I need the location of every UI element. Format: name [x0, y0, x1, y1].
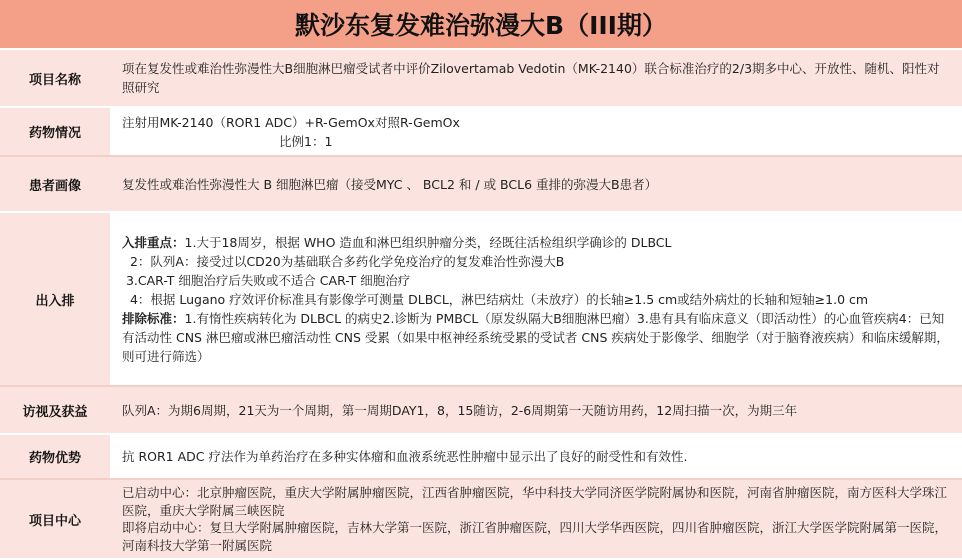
exclusion-title: 排除标准：	[122, 310, 185, 326]
drug-advantage-text: 抗 ROR1 ADC 疗法作为单药治疗在多种实体瘤和血液系统恶性肿瘤中显示出了良好的耐受性和有效性.	[122, 449, 688, 464]
inclusion-item-3: 3.CAR-T 细胞治疗后失败或不适合 CAR-T 细胞治疗	[122, 272, 411, 288]
row-content	[110, 50, 962, 106]
row-content	[110, 213, 962, 385]
upcoming-centers-text: 即将启动中心：复旦大学附属肿瘤医院，吉林大学第一医院，浙江省肿瘤医院，四川大学华西医院，四川省肿瘤医院，浙江大学医学院附属第一医院，河南科技大学第一附属医院	[122, 520, 948, 553]
row-label: 项目名称	[28, 72, 81, 88]
row-visits-benefits	[0, 387, 962, 435]
row-content	[110, 480, 962, 558]
row-patient-profile	[0, 157, 962, 213]
patient-profile-text: 复发性或难治性弥漫性大 B 细胞淋巴瘤（接受MYC 、 BCL2 和 / 或 BCL6 重排的弥漫大B患者）	[122, 176, 658, 192]
inclusion-line-1	[122, 233, 952, 252]
inclusion-title: 入排重点：	[122, 234, 185, 250]
row-content	[110, 108, 962, 155]
row-content	[110, 435, 962, 478]
row-label: 访视及获益	[22, 404, 88, 420]
row-label: 项目中心	[28, 513, 81, 529]
inclusion-item-2: 2：队列A：接受过以CD20为基础联合多药化学免疫治疗的复发难治性弥漫大B	[122, 253, 565, 269]
row-label: 出入排	[0, 213, 110, 385]
row-label: 患者画像	[28, 178, 81, 194]
drug-ratio-text: 比例1：1	[279, 133, 333, 149]
inclusion-item-1: 1.大于18周岁，根据 WHO 造血和淋巴组织肿瘤分类，经既往活检组织学确诊的 DLBCL	[184, 234, 672, 250]
drug-regimen-text: 注射用MK-2140（ROR1 ADC）+R-GemOx对照R-GemOx	[122, 114, 460, 130]
row-project-centers	[0, 480, 962, 558]
sheet-title: 默沙东复发难治弥漫大B（III期）	[0, 0, 962, 50]
row-label: 药物优势	[0, 435, 110, 478]
exclusion-block	[122, 309, 952, 366]
inclusion-item-4: 4：根据 Lugano 疗效评价标准具有影像学可测量 DLBCL，淋巴结病灶（未放疗）的长轴≥1.5 cm或结外病灶的长轴和短轴≥1.0 cm	[122, 291, 869, 307]
row-inclusion-exclusion	[0, 213, 962, 387]
exclusion-text: 1.有惰性疾病转化为 DLBCL 的病史2.诊断为 PMBCL（原发纵隔大B细胞淋巴瘤）3.患有具有临床意义（即活动性）的心血管疾病4：已知有活动性 CNS 淋巴瘤或淋巴瘤活动性 CNS 受累（如果中枢神经系统受累的受试者 CNS 疾病处于影像学、细胞学（对于脑脊液疾病）和临床缓解期，则可进行筛选）	[122, 310, 949, 364]
row-drug-info	[0, 108, 962, 157]
row-content	[110, 387, 962, 433]
row-content	[110, 157, 962, 211]
project-name-text: 项在复发性或难治性弥漫性大B细胞淋巴瘤受试者中评价Zilovertamab Vedotin（MK-2140）联合标准治疗的2/3期多中心、开放性、随机、阳性对照研究	[122, 61, 940, 95]
row-project-name	[0, 50, 962, 108]
row-drug-advantage	[0, 435, 962, 480]
row-label: 药物情况	[0, 108, 110, 155]
visits-text: 队列A：为期6周期，21天为一个周期，第一周期DAY1，8，15随访，2-6周期第一天随访用药，12周扫描一次，为期三年	[122, 402, 798, 418]
launched-centers-text: 已启动中心：北京肿瘤医院，重庆大学附属肿瘤医院，江西省肿瘤医院，华中科技大学同济医学院附属协和医院，河南省肿瘤医院，南方医科大学珠江医院，重庆大学附属三峡医院	[122, 485, 948, 518]
